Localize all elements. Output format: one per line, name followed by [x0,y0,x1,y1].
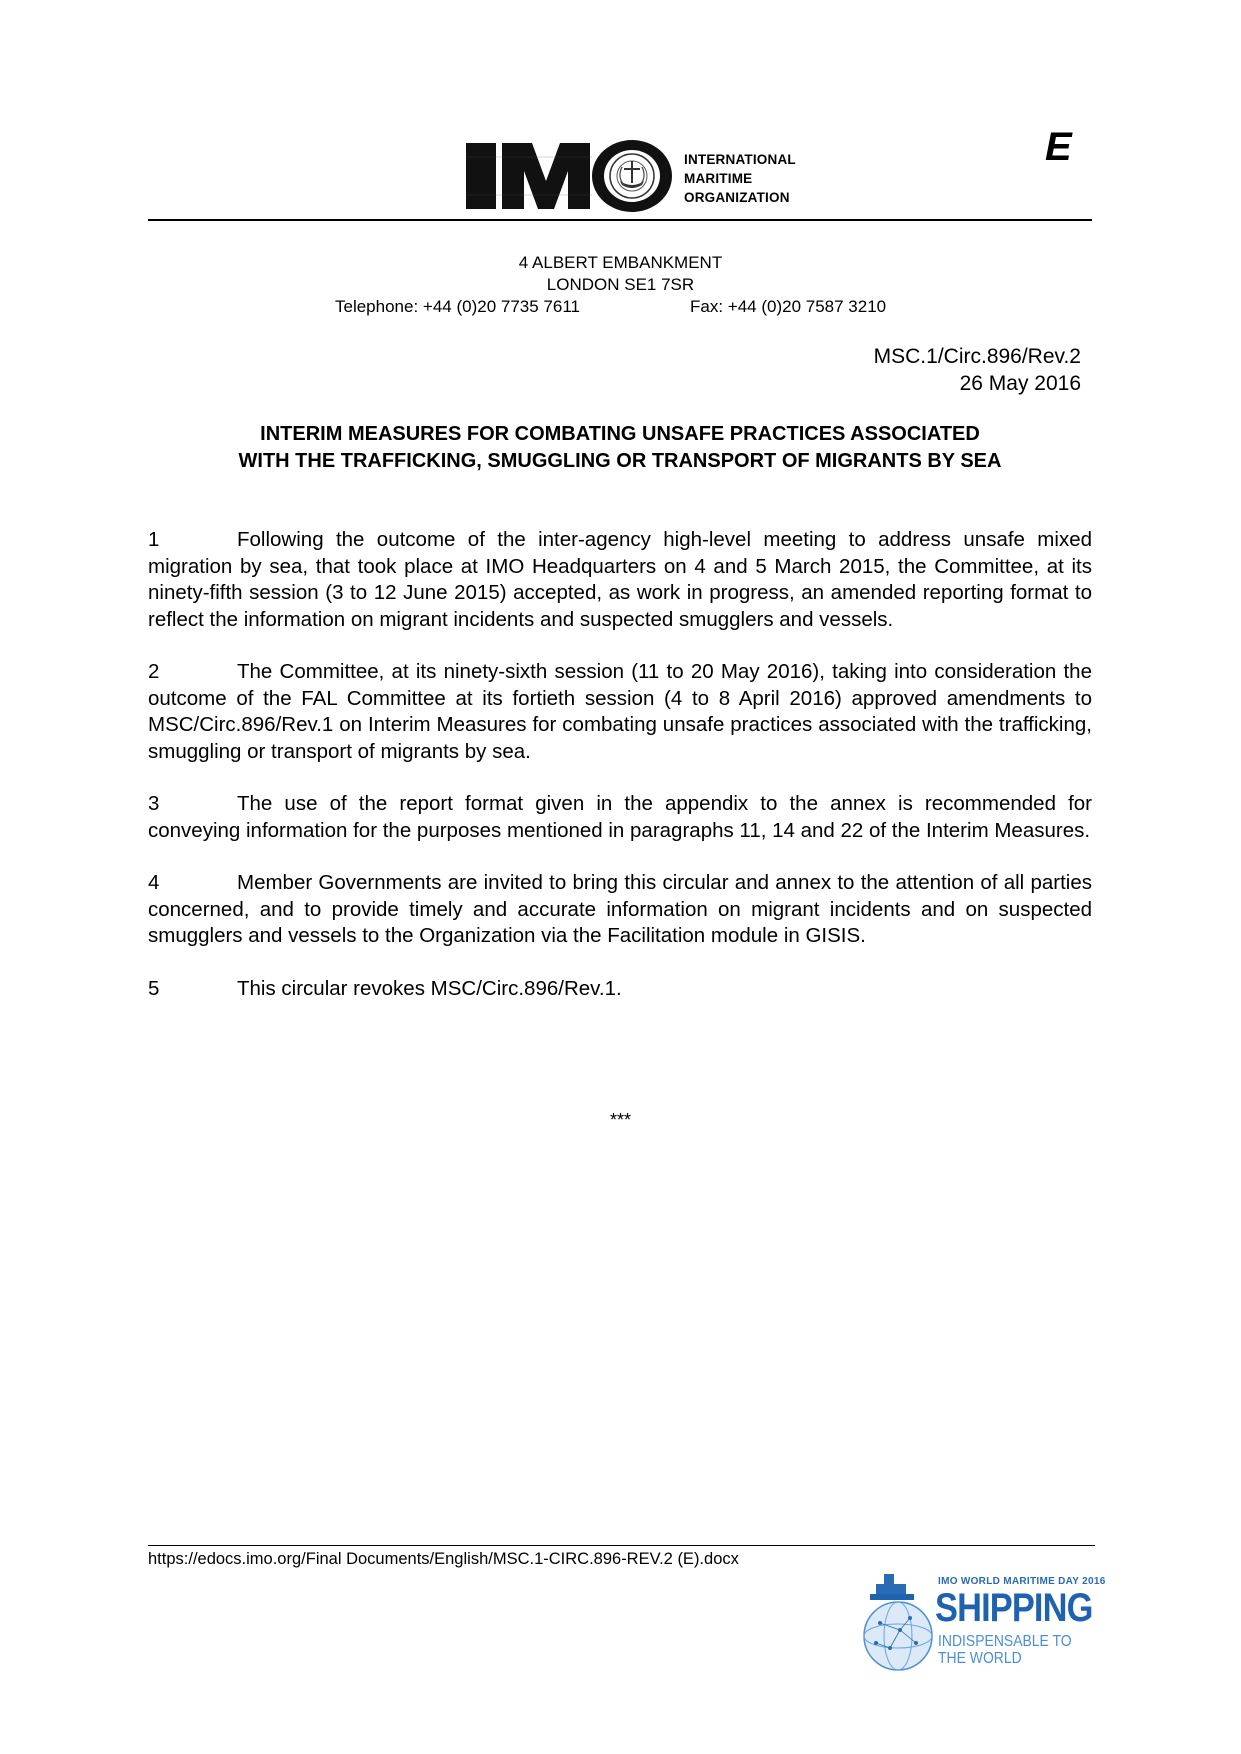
fax: Fax: +44 (0)20 7587 3210 [690,297,887,316]
org-line-2: MARITIME [684,171,753,186]
org-line-1: INTERNATIONAL [684,152,796,167]
paragraph-number: 3 [148,792,160,815]
paragraph-text: Following the outcome of the inter-agency high-level meeting to address unsafe mixed migration by sea, that took place at IMO Headquarters on 4 and 5 March 2015, the Committee, at its ninety-fifth session (3 to 12 June 2015) accepted, as work in progress, an amended reporting format to reflect the information on migrant incidents and suspected smugglers and vessels. [148,528,1092,631]
telephone: Telephone: +44 (0)20 7735 7611 [335,297,580,316]
title-line-1: INTERIM MEASURES FOR COMBATING UNSAFE PRACTICES ASSOCIATED [260,423,980,445]
organization-name [684,150,796,207]
paragraph-number: 4 [148,871,160,894]
org-line-3: ORGANIZATION [684,190,790,205]
address-line-2: LONDON SE1 7SR [546,275,695,294]
header-divider [148,219,1092,221]
title-line-2: WITH THE TRAFFICKING, SMUGGLING OR TRANSPORT OF MIGRANTS BY SEA [238,450,1002,472]
paragraph-5 [148,976,1092,1003]
wmd-sub-line-1: INDISPENSABLE TO [938,1633,1072,1650]
imo-logo [462,137,822,217]
document-body [148,527,1092,1028]
globe-ship-icon [860,1568,940,1678]
wmd-headline: SHIPPING [935,1586,1093,1630]
wmd-sub-line-2: THE WORLD [938,1650,1022,1667]
footer-divider [148,1545,1095,1546]
document-reference [874,343,1081,397]
address-line-1: 4 ALBERT EMBANKMENT [518,253,723,272]
document-date: 26 May 2016 [959,372,1081,395]
footer-file-path: https://edocs.imo.org/Final Documents/English/MSC.1-CIRC.896-REV.2 (E).docx [148,1550,739,1568]
paragraph-text: The Committee, at its ninety-sixth session (11 to 20 May 2016), taking into consideration the outcome of the FAL Committee at its fortieth session (4 to 8 April 2016) approved amendments to MSC/Circ.896/Rev.1 on Interim Measures for combating unsafe practices associated with the trafficking, smuggling or transport of migrants by sea. [148,660,1092,763]
section-separator: *** [609,1110,631,1130]
world-maritime-day-logo [860,1568,1106,1678]
paragraph-4 [148,870,1092,950]
document-title [148,421,1092,475]
address-block [0,252,1241,318]
wmd-subtitle [938,1633,1072,1667]
wmd-top-line: IMO WORLD MARITIME DAY 2016 [938,1576,1106,1587]
paragraph-number: 1 [148,528,160,551]
paragraph-number: 5 [148,976,160,1000]
paragraph-number: 2 [148,660,160,683]
imo-emblem-icon [462,137,674,215]
paragraph-text: Member Governments are invited to bring this circular and annex to the attention of all parties concerned, and to provide timely and accurate information on migrant incidents and on suspected smugglers and vessels to the Organization via the Facilitation module in GISIS. [148,871,1092,947]
paragraph-text: This circular revokes MSC/Circ.896/Rev.1. [237,976,622,1000]
paragraph-3 [148,791,1092,844]
contact-row [0,296,1241,318]
paragraph-2 [148,659,1092,765]
language-mark: E [1045,125,1072,169]
paragraph-1 [148,527,1092,633]
paragraph-text: The use of the report format given in the appendix to the annex is recommended for conveying information for the purposes mentioned in paragraphs 11, 14 and 22 of the Interim Measures. [148,792,1092,842]
document-code: MSC.1/Circ.896/Rev.2 [873,345,1081,368]
